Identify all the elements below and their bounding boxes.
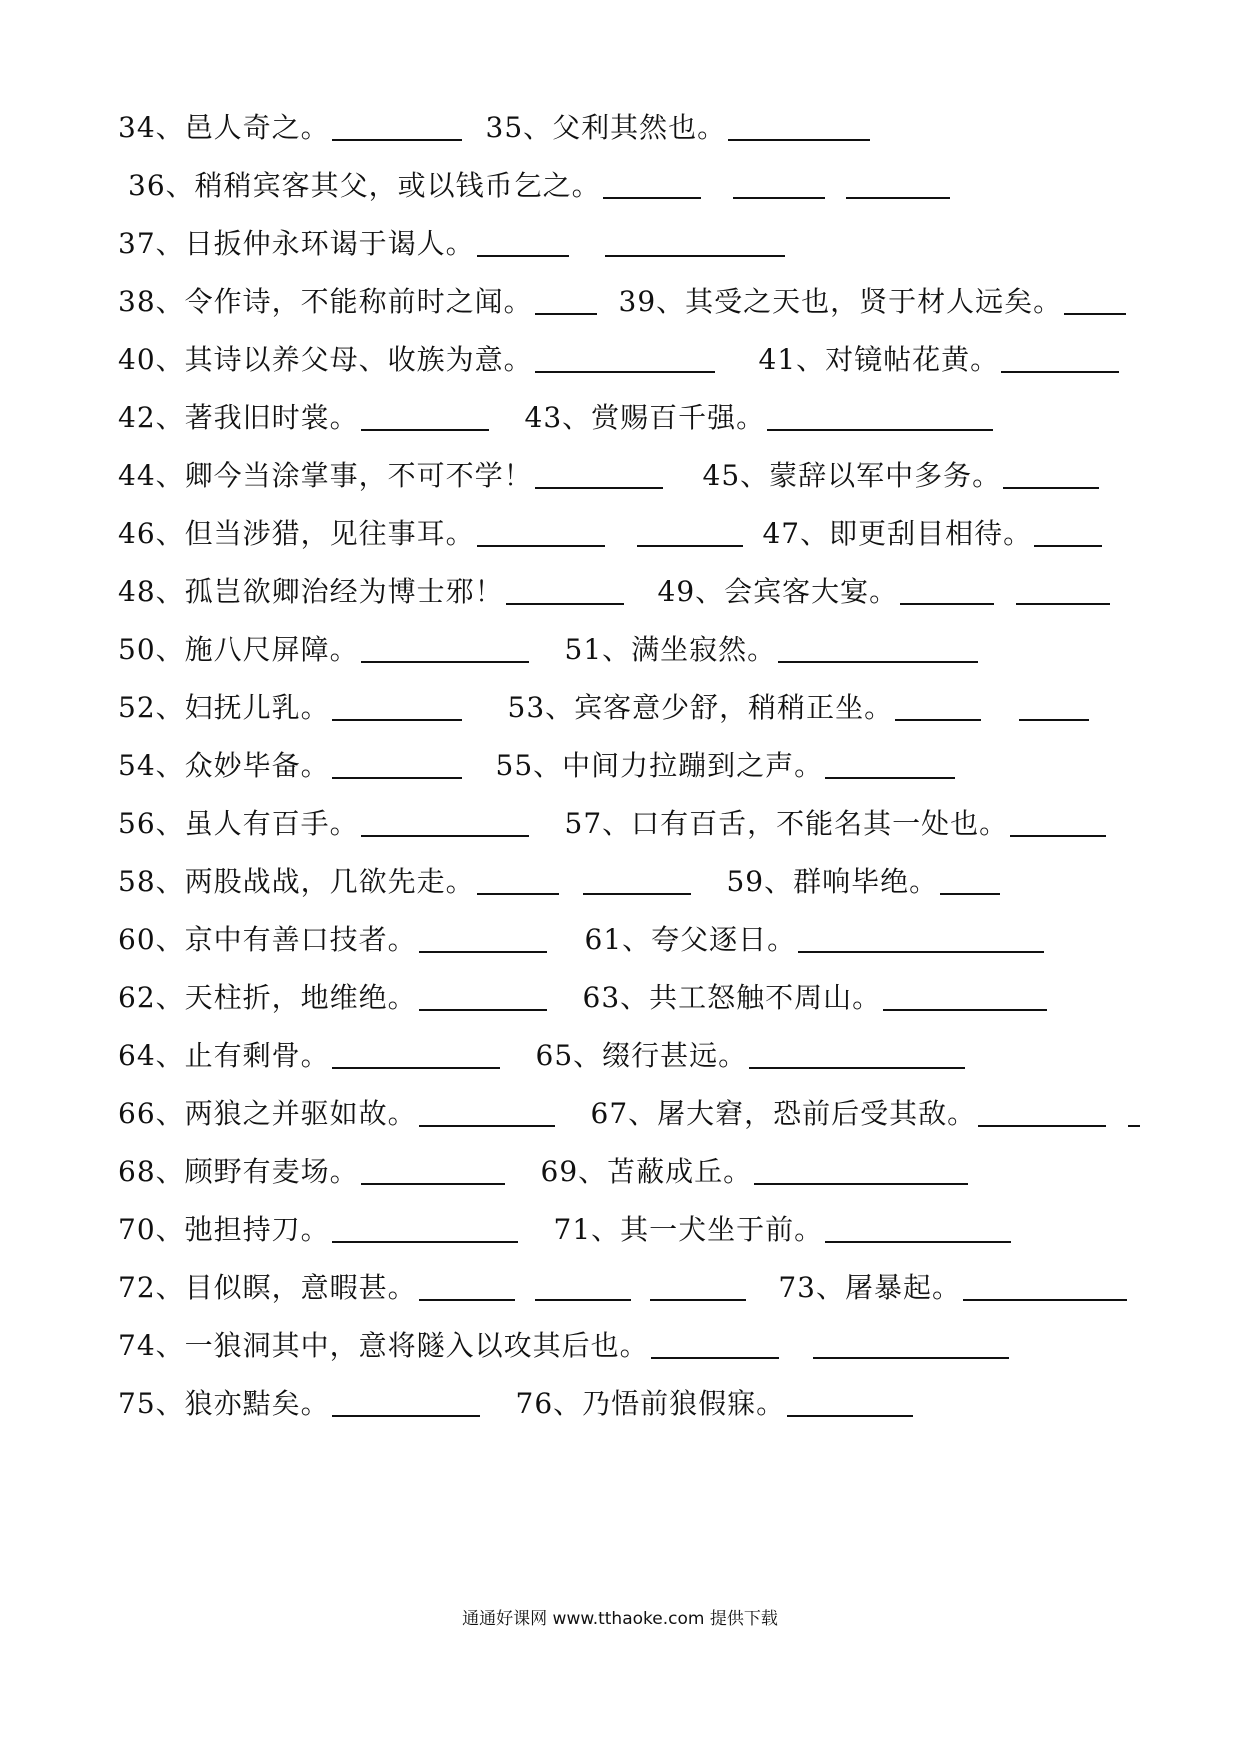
row-64-65 <box>118 1034 965 1078</box>
item-63-text: 63、共工怒触不周山。 <box>582 981 882 1014</box>
item-69-text: 69、苫蔽成丘。 <box>540 1155 753 1188</box>
page-footer: 通通好课网 www.tthaoke.com 提供下载 <box>462 1609 778 1629</box>
answer-blank-72b[interactable] <box>535 1269 631 1301</box>
answer-blank-51[interactable] <box>778 631 978 663</box>
row-68-69 <box>118 1150 968 1194</box>
item-61-text: 61、夸父逐日。 <box>584 923 797 956</box>
answer-blank-72a[interactable] <box>419 1269 515 1301</box>
row-34-35 <box>118 106 870 150</box>
item-64-text: 64、止有剩骨。 <box>118 1039 330 1072</box>
item-34-text: 34、邑人奇之。 <box>118 111 330 144</box>
row-50-51 <box>118 628 978 672</box>
row-70-71 <box>118 1208 1011 1252</box>
row-44-45 <box>118 454 1099 498</box>
answer-blank-42[interactable] <box>361 399 489 431</box>
item-35-text: 35、父利其然也。 <box>485 111 727 144</box>
answer-blank-39[interactable] <box>1064 283 1126 315</box>
item-51-text: 51、满坐寂然。 <box>564 633 777 666</box>
item-38-text: 38、令作诗，不能称前时之闻。 <box>118 285 533 318</box>
row-36 <box>128 164 950 208</box>
answer-blank-60[interactable] <box>419 921 547 953</box>
item-67-text: 67、屠大窘，恐前后受其敌。 <box>590 1097 977 1130</box>
answer-blank-57[interactable] <box>1010 805 1106 837</box>
answer-blank-52[interactable] <box>332 689 462 721</box>
item-45-text: 45、蒙辞以军中多务。 <box>702 459 1002 492</box>
item-70-text: 70、弛担持刀。 <box>118 1213 330 1246</box>
row-60-61 <box>118 918 1044 962</box>
item-53-text: 53、宾客意少舒，稍稍正坐。 <box>507 691 894 724</box>
answer-blank-40[interactable] <box>535 341 715 373</box>
answer-blank-38[interactable] <box>535 283 597 315</box>
answer-blank-68[interactable] <box>361 1153 505 1185</box>
item-46-text: 46、但当涉猎，见往事耳。 <box>118 517 475 550</box>
answer-blank-49a[interactable] <box>900 573 994 605</box>
answer-blank-70[interactable] <box>332 1211 518 1243</box>
row-48-49 <box>118 570 1110 614</box>
row-75-76 <box>118 1382 913 1426</box>
row-46-47 <box>118 512 1102 556</box>
answer-blank-50[interactable] <box>361 631 529 663</box>
item-43-text: 43、赏赐百千强。 <box>524 401 766 434</box>
row-38-39 <box>118 280 1126 324</box>
row-54-55 <box>118 744 955 788</box>
row-52-53 <box>118 686 1089 730</box>
answer-blank-35[interactable] <box>728 109 870 141</box>
item-59-text: 59、群响毕绝。 <box>726 865 939 898</box>
answer-blank-37b[interactable] <box>605 225 785 257</box>
answer-blank-74a[interactable] <box>651 1327 779 1359</box>
item-37-text: 37、日扳仲永环谒于谒人。 <box>118 227 475 260</box>
item-54-text: 54、众妙毕备。 <box>118 749 330 782</box>
answer-blank-75[interactable] <box>332 1385 480 1417</box>
answer-blank-74b[interactable] <box>813 1327 1009 1359</box>
item-41-text: 41、对镜帖花黄。 <box>758 343 1000 376</box>
answer-blank-65[interactable] <box>749 1037 965 1069</box>
answer-blank-76[interactable] <box>787 1385 913 1417</box>
item-68-text: 68、顾野有麦场。 <box>118 1155 359 1188</box>
row-37 <box>118 222 785 266</box>
answer-blank-45[interactable] <box>1003 457 1099 489</box>
answer-blank-67a[interactable] <box>978 1095 1106 1127</box>
item-60-text: 60、京中有善口技者。 <box>118 923 417 956</box>
item-36-text: 36、稍稍宾客其父，或以钱币乞之。 <box>128 169 601 202</box>
item-55-text: 55、中间力拉蹦到之声。 <box>495 749 824 782</box>
row-58-59 <box>118 860 1000 904</box>
answer-blank-44[interactable] <box>535 457 663 489</box>
item-40-text: 40、其诗以养父母、收族为意。 <box>118 343 533 376</box>
item-73-text: 73、屠暴起。 <box>778 1271 961 1304</box>
row-56-57 <box>118 802 1106 846</box>
answer-blank-71[interactable] <box>825 1211 1011 1243</box>
item-48-text: 48、孤岂欲卿治经为博士邪！ <box>118 575 504 608</box>
item-72-text: 72、目似瞑，意暇甚。 <box>118 1271 417 1304</box>
row-40-41 <box>118 338 1119 382</box>
answer-blank-41[interactable] <box>1001 341 1119 373</box>
answer-blank-67b[interactable] <box>1128 1095 1140 1127</box>
answer-blank-34[interactable] <box>332 109 462 141</box>
answer-blank-61[interactable] <box>798 921 1044 953</box>
item-66-text: 66、两狼之并驱如故。 <box>118 1097 417 1130</box>
answer-blank-36c[interactable] <box>846 167 950 199</box>
answer-blank-73[interactable] <box>963 1269 1127 1301</box>
answer-blank-49b[interactable] <box>1016 573 1110 605</box>
answer-blank-46a[interactable] <box>477 515 605 547</box>
item-49-text: 49、会宾客大宴。 <box>657 575 899 608</box>
answer-blank-55[interactable] <box>825 747 955 779</box>
answer-blank-58b[interactable] <box>583 863 691 895</box>
item-62-text: 62、天柱折，地维绝。 <box>118 981 417 1014</box>
answer-blank-72c[interactable] <box>650 1269 746 1301</box>
answer-blank-66[interactable] <box>419 1095 555 1127</box>
answer-blank-54[interactable] <box>332 747 462 779</box>
answer-blank-46b[interactable] <box>637 515 743 547</box>
item-71-text: 71、其一犬坐于前。 <box>553 1213 824 1246</box>
row-72-73 <box>118 1266 1127 1310</box>
answer-blank-56[interactable] <box>361 805 529 837</box>
answer-blank-64[interactable] <box>332 1037 500 1069</box>
item-57-text: 57、口有百舌，不能名其一处也。 <box>564 807 1009 840</box>
answer-blank-58a[interactable] <box>477 863 559 895</box>
item-56-text: 56、虽人有百手。 <box>118 807 359 840</box>
answer-blank-53a[interactable] <box>895 689 981 721</box>
answer-blank-36b[interactable] <box>733 167 825 199</box>
row-74 <box>118 1324 1009 1368</box>
answer-blank-47[interactable] <box>1034 515 1102 547</box>
answer-blank-43[interactable] <box>767 399 993 431</box>
item-65-text: 65、缀行甚远。 <box>535 1039 748 1072</box>
item-76-text: 76、乃悟前狼假寐。 <box>515 1387 786 1420</box>
item-50-text: 50、施八尺屏障。 <box>118 633 359 666</box>
answer-blank-37a[interactable] <box>477 225 569 257</box>
answer-blank-69[interactable] <box>754 1153 968 1185</box>
row-42-43 <box>118 396 993 440</box>
answer-blank-59[interactable] <box>940 863 1000 895</box>
item-44-text: 44、卿今当涂掌事，不可不学！ <box>118 459 533 492</box>
item-42-text: 42、著我旧时裳。 <box>118 401 359 434</box>
item-47-text: 47、即更刮目相待。 <box>762 517 1033 550</box>
answer-blank-63[interactable] <box>883 979 1047 1011</box>
item-52-text: 52、妇抚儿乳。 <box>118 691 330 724</box>
answer-blank-48[interactable] <box>506 573 624 605</box>
item-58-text: 58、两股战战，几欲先走。 <box>118 865 475 898</box>
row-66-67 <box>118 1092 1140 1136</box>
item-39-text: 39、其受之天也，贤于材人远矣。 <box>618 285 1063 318</box>
item-74-text: 74、一狼洞其中，意将隧入以攻其后也。 <box>118 1329 649 1362</box>
answer-blank-36a[interactable] <box>603 167 701 199</box>
item-75-text: 75、狼亦黠矣。 <box>118 1387 330 1420</box>
row-62-63 <box>118 976 1047 1020</box>
answer-blank-53b[interactable] <box>1019 689 1089 721</box>
answer-blank-62[interactable] <box>419 979 547 1011</box>
